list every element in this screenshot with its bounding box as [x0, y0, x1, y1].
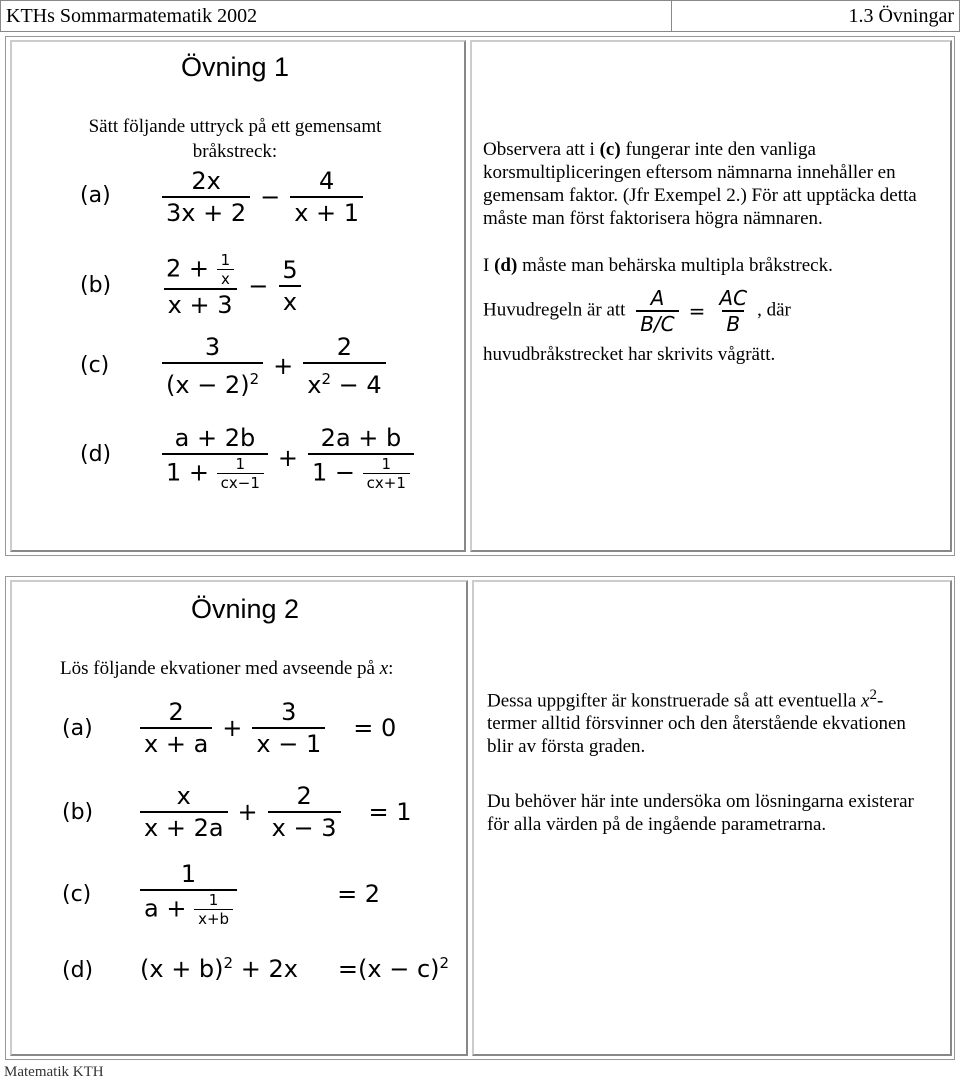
- label-1a: (a): [80, 183, 111, 208]
- header-left-cell: [1, 1, 672, 31]
- fraction-denominator: x + 1: [290, 196, 363, 227]
- operator: −: [260, 183, 281, 211]
- right-hand-side: = 0: [353, 714, 397, 742]
- operator: +: [237, 798, 258, 826]
- fraction-numerator: 2: [168, 698, 184, 726]
- intro-text: :: [388, 658, 394, 679]
- section-title: 1.3 Övningar: [848, 5, 954, 27]
- fraction-denominator: B: [722, 310, 744, 335]
- exercise-1-intro: Sätt följande uttryck på ett gemensamt bråkstreck:: [88, 116, 382, 162]
- small-denominator: x: [217, 269, 234, 287]
- operator: +: [277, 443, 299, 472]
- equation-2c: [140, 860, 390, 927]
- note-variable: x: [861, 690, 870, 712]
- operator: +: [222, 714, 243, 742]
- fraction-numerator: 3: [281, 698, 297, 726]
- rule-formula: [636, 287, 751, 335]
- note-bold: (c): [599, 139, 621, 160]
- label-2c: (c): [62, 882, 92, 907]
- note-paragraph: [487, 684, 927, 758]
- note-paragraph: Du behöver här inte undersöka om lösningarna existerar för alla värden på de ingående parametrarna.: [487, 791, 914, 836]
- expression-1a: [162, 167, 363, 227]
- term: a +: [144, 894, 187, 923]
- intro-text: Lös följande ekvationer med avseende på: [60, 658, 380, 679]
- intro-variable: x: [379, 658, 389, 679]
- term: 1 +: [166, 458, 210, 487]
- fraction-denominator: x: [279, 285, 301, 316]
- term: 1 −: [312, 458, 356, 487]
- right-hand-side: = 1: [368, 798, 412, 826]
- exercise-2-note: [487, 684, 927, 836]
- term: 2 +: [166, 254, 210, 283]
- equation-2b: [140, 782, 422, 842]
- fraction-denominator: x + 2a: [140, 811, 228, 842]
- exponent: 2: [869, 687, 877, 703]
- equation-2d: [140, 954, 449, 983]
- fraction-numerator: 2x: [191, 167, 221, 195]
- term: x: [307, 371, 322, 399]
- header-bar: [0, 0, 960, 32]
- fraction-denominator: x − 1: [252, 727, 325, 758]
- label-1b: (b): [80, 273, 112, 298]
- operator: =: [688, 298, 706, 323]
- note-text: -termer alltid försvinner och den återstående ekvationen blir av första graden.: [487, 690, 906, 758]
- small-denominator: x+b: [194, 909, 233, 927]
- small-numerator: 1: [235, 455, 246, 473]
- fraction-denominator: x + 3: [164, 288, 237, 319]
- note-text: Observera att i: [483, 139, 600, 160]
- note-text: måste man behärska multipla bråkstreck.: [517, 255, 833, 276]
- fraction-denominator: [303, 362, 385, 399]
- note-text: Huvudregeln är att: [483, 299, 626, 321]
- exercise-1-note: [483, 138, 923, 366]
- fraction-denominator: [162, 362, 263, 399]
- term: (x + b): [140, 955, 224, 983]
- term: − 4: [330, 371, 382, 399]
- label-2a: (a): [62, 716, 93, 741]
- right-hand-side: = 2: [337, 879, 381, 908]
- exponent: 2: [321, 370, 331, 388]
- small-numerator: 1: [220, 251, 231, 269]
- small-numerator: 1: [208, 891, 219, 909]
- note-bold: (d): [494, 255, 518, 276]
- fraction-numerator: 1: [180, 860, 197, 888]
- footer: Matematik KTH: [4, 1064, 104, 1080]
- note-text: Dessa uppgifter är konstruerade så att eventuella: [487, 690, 862, 712]
- fraction-denominator: [140, 889, 237, 927]
- right-hand-side: =(x − c): [337, 955, 440, 983]
- note-text: , där: [757, 299, 791, 321]
- note-paragraph: [483, 287, 923, 335]
- note-paragraph: [483, 138, 923, 230]
- label-1c: (c): [80, 353, 110, 378]
- fraction-numerator: x: [176, 782, 191, 810]
- expression-1c: [162, 333, 386, 399]
- expression-1b: [162, 252, 302, 319]
- label-1d: (d): [80, 442, 112, 467]
- operator: −: [248, 271, 269, 300]
- exercise-1-title: Övning 1: [180, 52, 290, 82]
- fraction-numerator: 5: [282, 255, 298, 284]
- course-title: KTHs Sommarmatematik 2002: [6, 5, 258, 27]
- note-text: I: [483, 255, 495, 276]
- fraction-denominator: B/C: [636, 310, 678, 335]
- note-text: fungerar inte den vanliga korsmultipliceringen eftersom nämnarna innehåller en gemensam faktor. (Jfr Exempel 2.) För att upptäcka detta måste man först faktorisera högra nämnaren.: [483, 139, 917, 229]
- fraction-denominator: x − 3: [268, 811, 341, 842]
- fraction-numerator: [162, 252, 238, 288]
- header-right-cell: [673, 1, 959, 31]
- exponent: 2: [223, 954, 234, 972]
- fraction-denominator: [162, 453, 268, 491]
- small-numerator: 1: [381, 455, 392, 473]
- term: (x − 2): [166, 371, 250, 399]
- exercise-2-intro: [60, 656, 460, 681]
- note-paragraph: [483, 254, 923, 277]
- note-paragraph: huvudbråkstrecket har skrivits vågrätt.: [483, 344, 776, 365]
- small-denominator: cx−1: [217, 473, 264, 491]
- exercise-2-title: Övning 2: [190, 594, 300, 624]
- label-2b: (b): [62, 800, 94, 825]
- fraction-numerator: A: [650, 286, 665, 310]
- fraction-numerator: 2: [296, 782, 312, 810]
- exponent: 2: [439, 954, 450, 972]
- fraction-numerator: AC: [719, 286, 748, 310]
- fraction-numerator: 4: [319, 167, 335, 195]
- fraction-denominator: x + a: [140, 727, 212, 758]
- fraction-numerator: 2: [336, 333, 353, 361]
- fraction-denominator: 3x + 2: [162, 196, 250, 227]
- fraction-numerator: 2a + b: [320, 424, 402, 452]
- operator: +: [273, 352, 294, 380]
- expression-1d: [162, 424, 414, 491]
- label-2d: (d): [62, 958, 94, 983]
- fraction-numerator: a + 2b: [174, 424, 256, 452]
- term: + 2x: [233, 955, 298, 983]
- fraction-numerator: 3: [204, 333, 221, 361]
- exponent: 2: [249, 370, 260, 388]
- fraction-denominator: [308, 453, 414, 491]
- small-denominator: cx+1: [363, 473, 410, 491]
- equation-2a: [140, 698, 406, 758]
